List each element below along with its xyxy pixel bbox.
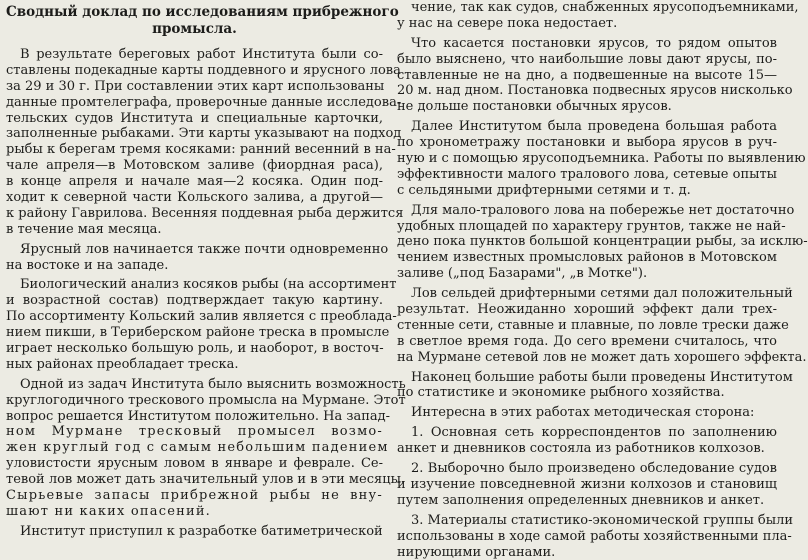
text-line: в светлое время года. До сего времени считалось, что <box>397 334 777 350</box>
paragraph <box>397 370 777 402</box>
text-line: по хронометражу постановки и выбора ярусов в руч- <box>397 135 777 151</box>
text-line: Институт приступил к разработке батиметрической <box>6 524 383 540</box>
paragraph <box>397 0 777 32</box>
paragraph <box>6 277 383 372</box>
text-line: Ярусный лов начинается также почти одновременно <box>6 242 383 258</box>
paragraph <box>397 119 777 198</box>
text-line: результат. Неожиданно хороший эффект дали трех- <box>397 302 777 318</box>
text-line: с сельдяными дрифтерными сетями и т. д. <box>397 183 777 199</box>
text-line: тевой лов может дать значительный улов и в эти месяцы. <box>6 472 383 488</box>
text-line: Далее Институтом была проведена большая работа <box>397 119 777 135</box>
text-line: к району Гаврилова. Весенняя поддевная рыба держится <box>6 206 383 222</box>
text-line: Одной из задач Института было выяснить возможность <box>6 377 383 393</box>
text-line: 1. Основная сеть корреспондентов по заполнению <box>397 425 777 441</box>
paragraph <box>397 513 777 560</box>
text-line: и изучение повседневной жизни колхозов и становищ <box>397 477 777 493</box>
text-line: дено пока пунктов большой концентрации рыбы, за исклю- <box>397 234 777 250</box>
text-line: эффективности малого тралового лова, сетевые опыты <box>397 167 777 183</box>
text-line: стенные сети, ставные и плавные, по ловле трески даже <box>397 318 777 334</box>
text-line: жен круглый год с самым небольшим падением <box>6 440 383 456</box>
text-line: чением известных промысловых районов в Мотовском <box>397 250 777 266</box>
paragraph <box>397 405 777 421</box>
text-line: 20 м. над дном. Постановка подвесных ярусов нисколько <box>397 83 777 99</box>
text-line: В результате береговых работ Института были со- <box>6 47 383 63</box>
text-line: Биологический анализ косяков рыбы (на ассортимент <box>6 277 383 293</box>
text-line: тельских судов Института и специальные карточки, <box>6 111 383 127</box>
text-line: в течение мая месяца. <box>6 222 383 238</box>
text-line: круглогодичного трескового промысла на Мурмане. Этот <box>6 393 383 409</box>
text-line: ставленные не на дно, а подвешенные на высоте 15— <box>397 68 777 84</box>
document-title-line-2: промысла. <box>6 21 383 38</box>
text-line: Лов сельдей дрифтерными сетями дал положительный <box>397 286 777 302</box>
text-line: за 29 и 30 г. При составлении этих карт использованы <box>6 79 383 95</box>
text-line: и возрастной состав) подтверждает такую картину. <box>6 293 383 309</box>
text-line: по статистике и экономике рыбного хозяйства. <box>397 385 777 401</box>
paragraph <box>397 461 777 509</box>
text-line: заливе („под Базарами", „в Мотке"). <box>397 266 777 282</box>
text-line: на востоке и на западе. <box>6 258 383 274</box>
paragraph <box>397 36 777 115</box>
paragraph <box>397 286 777 365</box>
paragraph <box>6 242 383 274</box>
text-line: 3. Материалы статистико-экономической группы были <box>397 513 777 529</box>
text-line: путем заполнения определенных дневников и анкет. <box>397 493 777 509</box>
text-line: играет несколько большую роль, и наоборот, в восточ- <box>6 341 383 357</box>
text-line: Сырьевые запасы прибрежной рыбы не вну- <box>6 488 383 504</box>
text-line: рыбы к берегам тремя косяками: ранний весенний в на- <box>6 142 383 158</box>
text-line: ную и с помощью ярусоподъемника. Работы по выявлению <box>397 151 777 167</box>
text-line: Интересна в этих работах методическая сторона: <box>397 405 777 421</box>
text-line: в конце апреля и начале мая—2 косяка. Один под- <box>6 174 383 190</box>
document-title-line-1: Сводный доклад по исследованиям прибрежного <box>6 4 383 21</box>
paragraph <box>6 377 383 520</box>
text-line: нирующими органами. <box>397 545 777 560</box>
text-line: использованы в ходе самой работы хозяйственными пла- <box>397 529 777 545</box>
text-line: заполненные рыбаками. Эти карты указывают на подход <box>6 126 383 142</box>
paragraph <box>6 524 383 540</box>
text-line: анкет и дневников состояла из работников колхозов. <box>397 441 777 457</box>
text-line: было выяснено, что наибольшие ловы дают ярусы, по- <box>397 52 777 68</box>
text-line: ходит к северной части Кольского залива, а другой— <box>6 190 383 206</box>
text-line: нием пикши, в Териберском районе треска в промысле <box>6 325 383 341</box>
text-line: у нас на севере пока недостает. <box>397 16 777 32</box>
text-line: 2. Выборочно было произведено обследование судов <box>397 461 777 477</box>
text-line: чале апреля—в Мотовском заливе (фиордная раса), <box>6 158 383 174</box>
paragraph <box>397 425 777 457</box>
text-line: ставлены подекадные карты поддевного и ярусного лова <box>6 63 383 79</box>
text-line: на Мурмане сетевой лов не может дать хорошего эффекта. <box>397 350 777 366</box>
paragraph <box>6 47 383 238</box>
text-line: шают ни каких опасений. <box>6 504 383 520</box>
paragraph <box>397 203 777 282</box>
text-line: По ассортименту Кольский залив является с преоблада- <box>6 309 383 325</box>
text-line: вопрос решается Институтом положительно. На запад- <box>6 409 383 425</box>
text-line: Для мало-тралового лова на побережье нет достаточно <box>397 203 777 219</box>
text-line: не дольше постановки обычных ярусов. <box>397 99 777 115</box>
text-line: данные промтелеграфа, проверочные данные исследова- <box>6 95 383 111</box>
text-line: ном Мурмане тресковый промысел возмо- <box>6 424 383 440</box>
text-line: Наконец большие работы были проведены Институтом <box>397 370 777 386</box>
text-line: уловистости ярусным ловом в январе и феврале. Се- <box>6 456 383 472</box>
text-line: Что касается постановки ярусов, то рядом опытов <box>397 36 777 52</box>
text-line: удобных площадей по характеру грунтов, также не най- <box>397 219 777 235</box>
left-column <box>6 0 383 540</box>
text-line: чение, так как судов, снабженных ярусоподъемниками, <box>397 0 777 16</box>
text-line: ных районах преобладает треска. <box>6 357 383 373</box>
right-column <box>397 0 777 560</box>
